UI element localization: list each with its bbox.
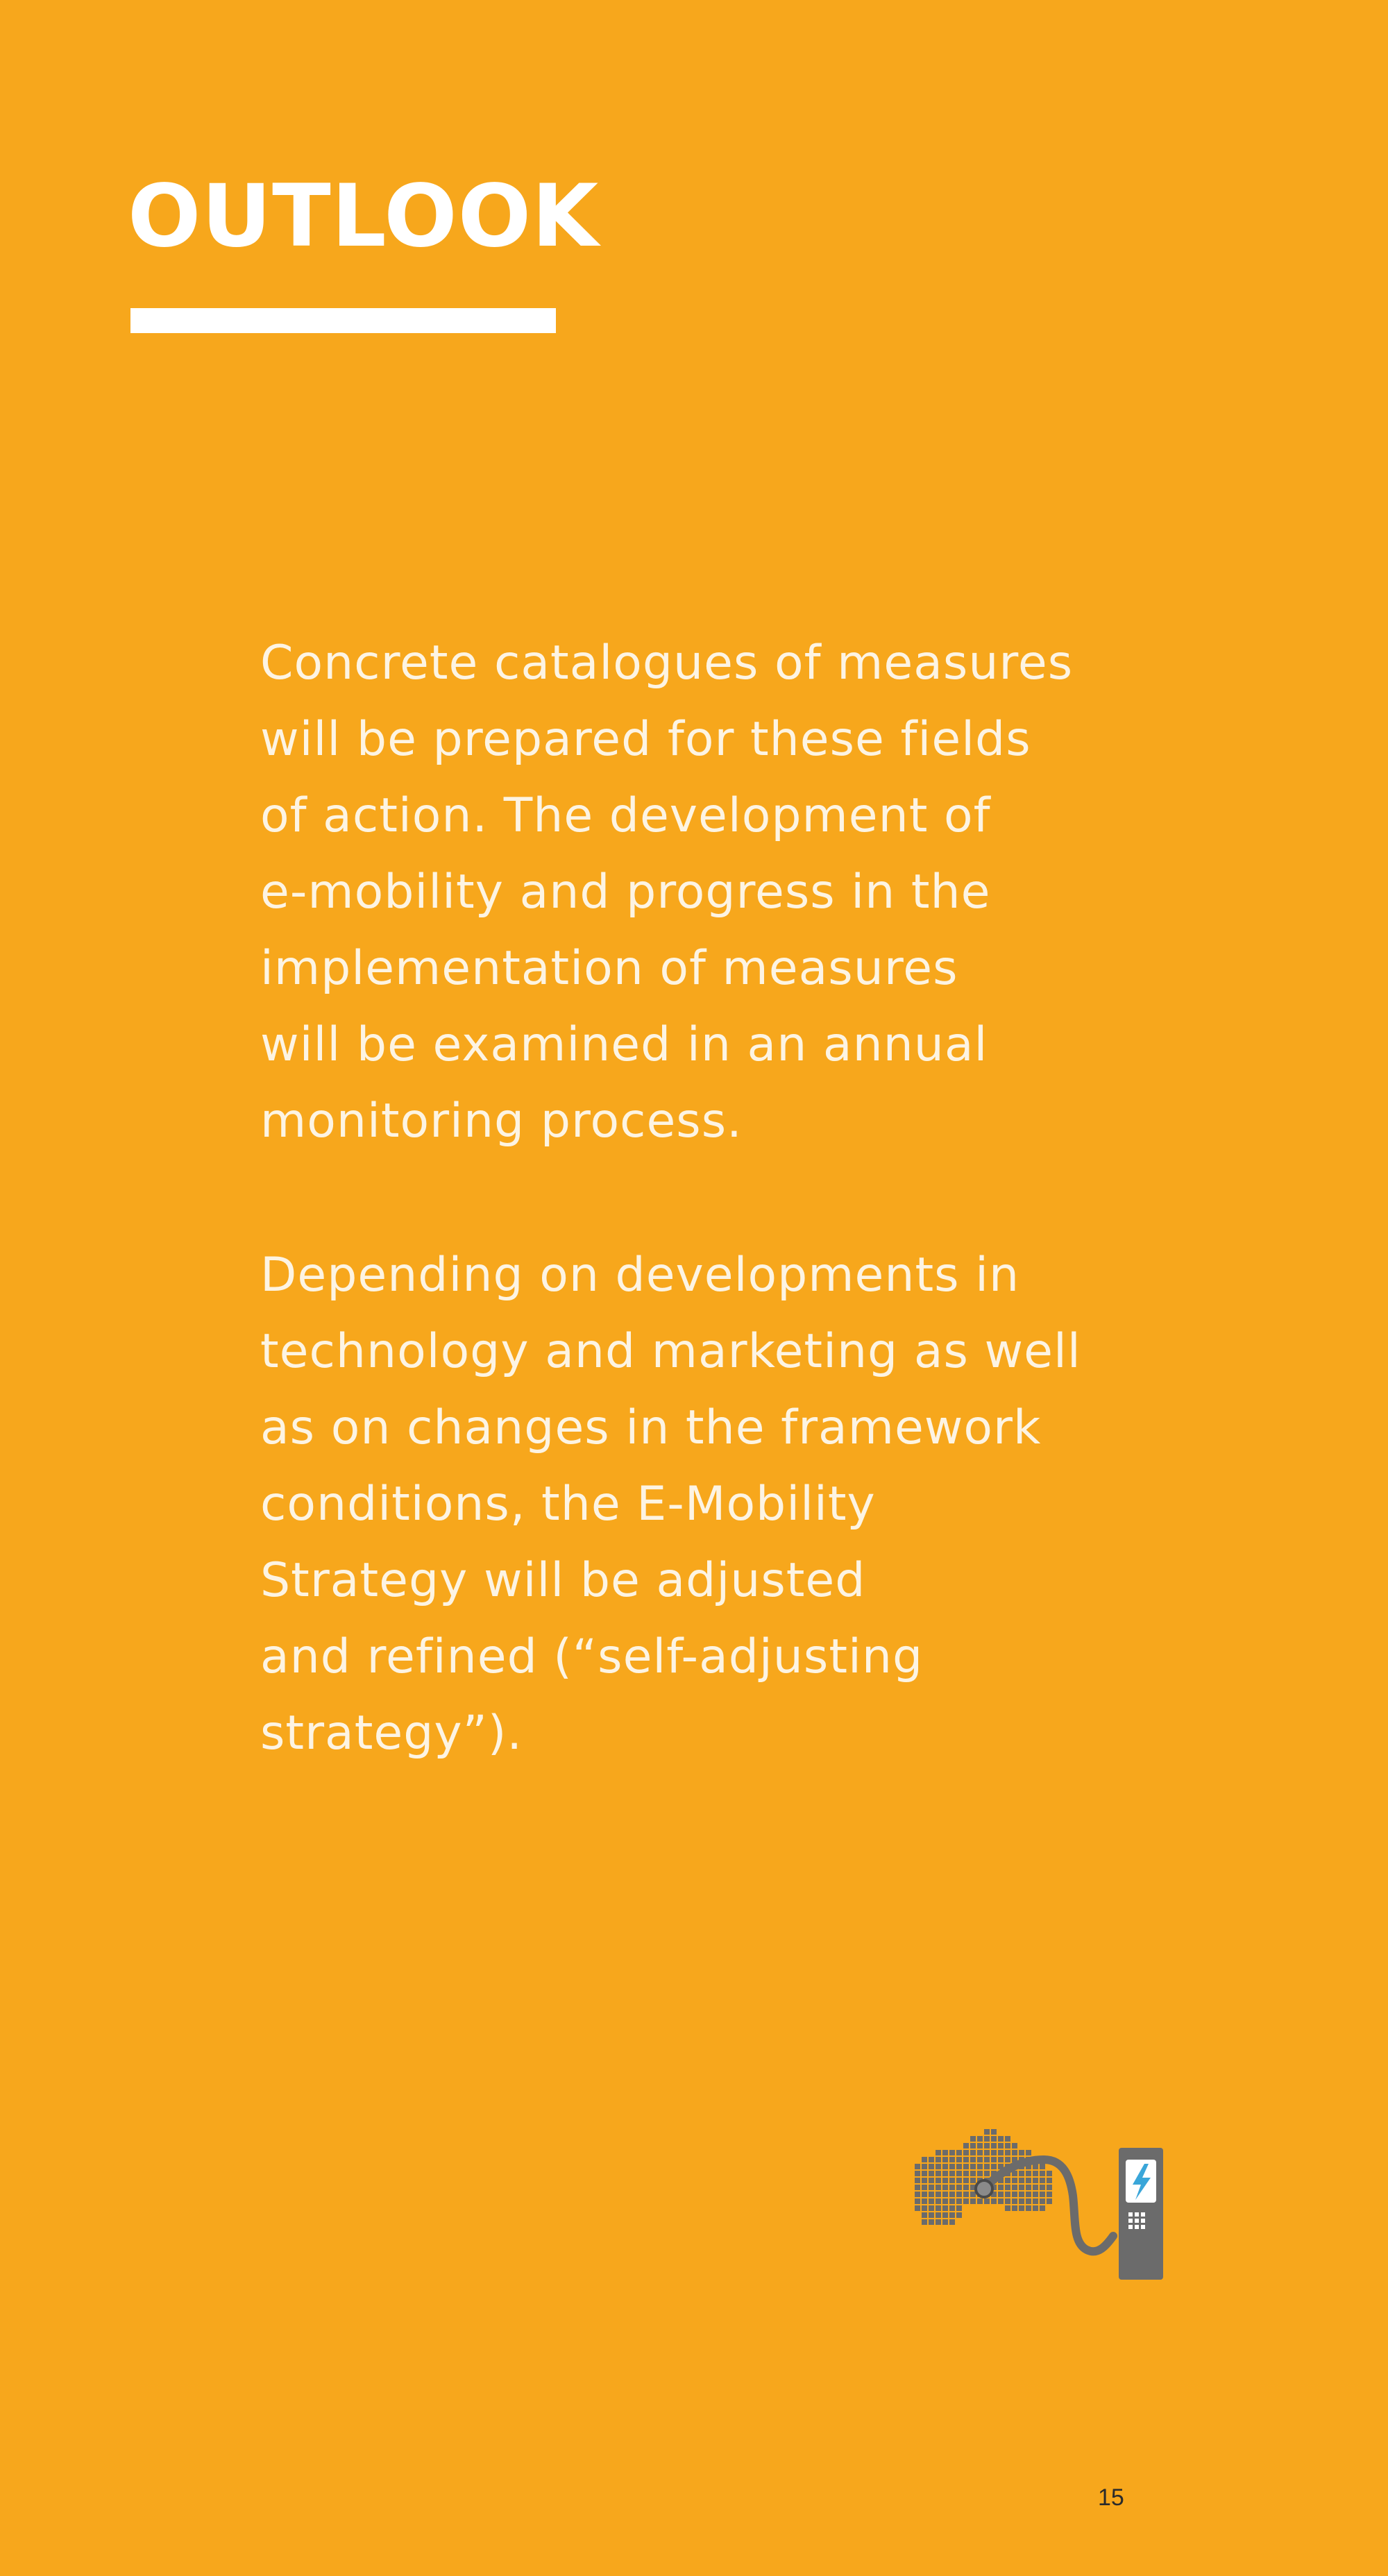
page-title: OUTLOOK [128,167,600,266]
paragraph-line: Concrete catalogues of measures [260,636,1074,690]
paragraph-line: Strategy will be adjusted [260,1553,866,1608]
paragraph-line: monitoring process. [260,1094,743,1149]
paragraph-line: Depending on developments in [260,1248,1020,1303]
paragraph-line: will be examined in an annual [260,1017,988,1072]
charging-plug [976,2180,992,2197]
charging-station-icon [909,2124,1173,2290]
page-number: 15 [1098,2484,1124,2511]
paragraph-line: will be prepared for these fields [260,712,1031,767]
paragraph-line: as on changes in the framework [260,1400,1042,1455]
paragraph-line: strategy”). [260,1706,523,1761]
paragraph-line: technology and marketing as well [260,1324,1081,1379]
paragraph-line: conditions, the E-Mobility [260,1477,876,1532]
title-underline [130,308,556,333]
paragraph-line: and refined (“self-adjusting [260,1629,924,1684]
keypad-icon [1128,2212,1145,2229]
pixel-car-icon [915,2129,1052,2225]
paragraph-1 [260,625,1162,1160]
paragraph-line: e-mobility and progress in the [260,865,991,920]
paragraph-line: of action. The development of [260,788,991,843]
paragraph-line: implementation of measures [260,941,958,996]
paragraph-2 [260,1237,1162,1772]
